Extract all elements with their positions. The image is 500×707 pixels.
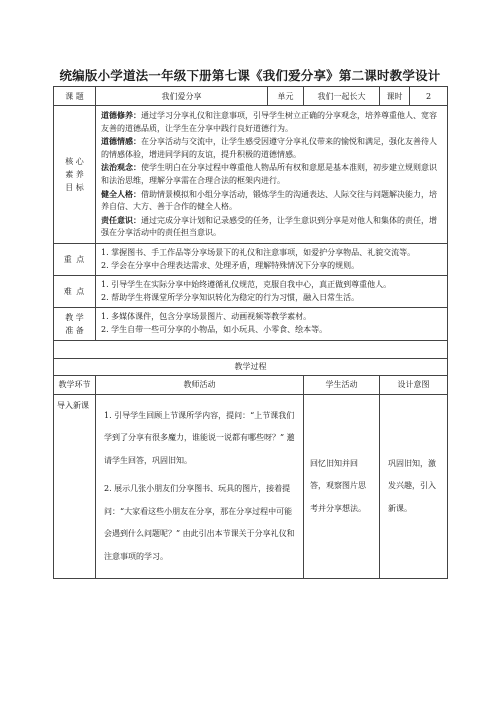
col-student: 学生活动 — [304, 375, 380, 394]
literacy-content — [96, 106, 448, 244]
col-intent: 设计意图 — [380, 375, 448, 394]
teacher-step: 1. 引导学生回顾上节课所学内容，提问：“上节课我们学到了分享有很多魔力，谁能说一说都有哪些呀？” 邀请学生回答，巩固旧知。 — [104, 410, 295, 465]
keypoint-item: 1. 掌握图书、手工作品等分享场景下的礼仪和注意事项，如爱护分享物品、礼貌交流等。 — [101, 247, 416, 257]
topic-value: 我们爱分享 — [96, 87, 268, 106]
preparation-content — [96, 308, 448, 340]
difficulty-item: 2. 帮助学生将课堂所学分享知识转化为稳定的行为习惯，融入日常生活。 — [101, 292, 360, 302]
process-section-title: 教学过程 — [54, 358, 448, 375]
preparation-label: 教 学 准 备 — [54, 308, 96, 340]
design-intent-cell: 巩固旧知，激发兴趣，引入新课。 — [380, 394, 448, 579]
literacy-item: 道德修养：通过学习分享礼仪和注意事项，引导学生树立正确的分享观念，培养尊重他人、宽容友善的道德品质，让学生在分享中践行良好道德行为。 — [101, 110, 437, 133]
topic-label: 课 题 — [54, 87, 96, 106]
preparation-item: 1. 多媒体课件，包含分享场景图片、动画视频等教学素材。 — [101, 312, 312, 322]
student-activity-cell: 回忆旧知并回答，观察图片思考并分享想法。 — [304, 394, 380, 579]
teacher-activity-cell — [96, 394, 304, 579]
lesson-plan-table — [53, 86, 448, 579]
process-row — [54, 394, 448, 579]
difficulties-label: 难 点 — [54, 276, 96, 308]
literacy-item: 法治观念：使学生明白在分享过程中尊重他人物品所有权和意愿是基本准则，初步建立规则意识和法治思维，理解分享需在合理合法的框架内进行。 — [101, 162, 437, 185]
process-section-row — [54, 358, 448, 375]
keypoint-item: 2. 学会在分享中合理表达需求、处理矛盾，理解特殊情况下分享的规则。 — [101, 260, 360, 270]
teacher-step: 2. 展示几张小朋友们分享图书、玩具的图片，接着提问：“大家看这些小朋友在分享，那在分享过程中可能会遇到什么问题呢？” 由此引出本节课关于分享礼仪和注意事项的学习。 — [104, 484, 295, 561]
literacy-row — [54, 106, 448, 244]
period-label: 课时 — [380, 87, 410, 106]
difficulties-content — [96, 276, 448, 308]
spacer-row — [54, 340, 448, 358]
period-value: 2 — [410, 87, 448, 106]
col-phase: 教学环节 — [54, 375, 96, 394]
keypoints-label: 重 点 — [54, 243, 96, 275]
difficulties-row — [54, 276, 448, 308]
process-column-headers — [54, 375, 448, 394]
preparation-row — [54, 308, 448, 340]
document-title: 统编版小学道法一年级下册第七课《我们爱分享》第二课时教学设计 — [59, 68, 441, 83]
literacy-item: 责任意识：通过完成分享计划和记录感受的任务，让学生意识到分享是对他人和集体的责任，增强在分享活动中的责任担当意识。 — [101, 214, 437, 238]
literacy-label: 核 心 素 养 目 标 — [54, 106, 96, 244]
phase-cell: 导入新课 — [54, 394, 96, 579]
literacy-item: 道德情感：在分享活动与交流中，让学生感受因遵守分享礼仪带来的愉悦和满足，强化友善待人的情感体验，增进同学间的友谊，提升积极的道德情感。 — [101, 136, 437, 159]
col-teacher: 教师活动 — [96, 375, 304, 394]
difficulty-item: 1. 引导学生在实际分享中始终遵循礼仪规范，克服自我中心，真正做到尊重他人。 — [101, 280, 392, 290]
header-row — [54, 87, 448, 106]
unit-label: 单元 — [268, 87, 304, 106]
keypoints-content — [96, 243, 448, 275]
literacy-item: 健全人格：借助情景模拟和小组分享活动，锻炼学生的沟通表达、人际交往与问题解决能力，培养自信、大方、善于合作的健全人格。 — [101, 188, 437, 212]
unit-value: 我们一起长大 — [304, 87, 380, 106]
keypoints-row — [54, 243, 448, 275]
preparation-item: 2. 学生自带一些可分享的小物品，如小玩具、小零食、绘本等。 — [101, 324, 328, 334]
